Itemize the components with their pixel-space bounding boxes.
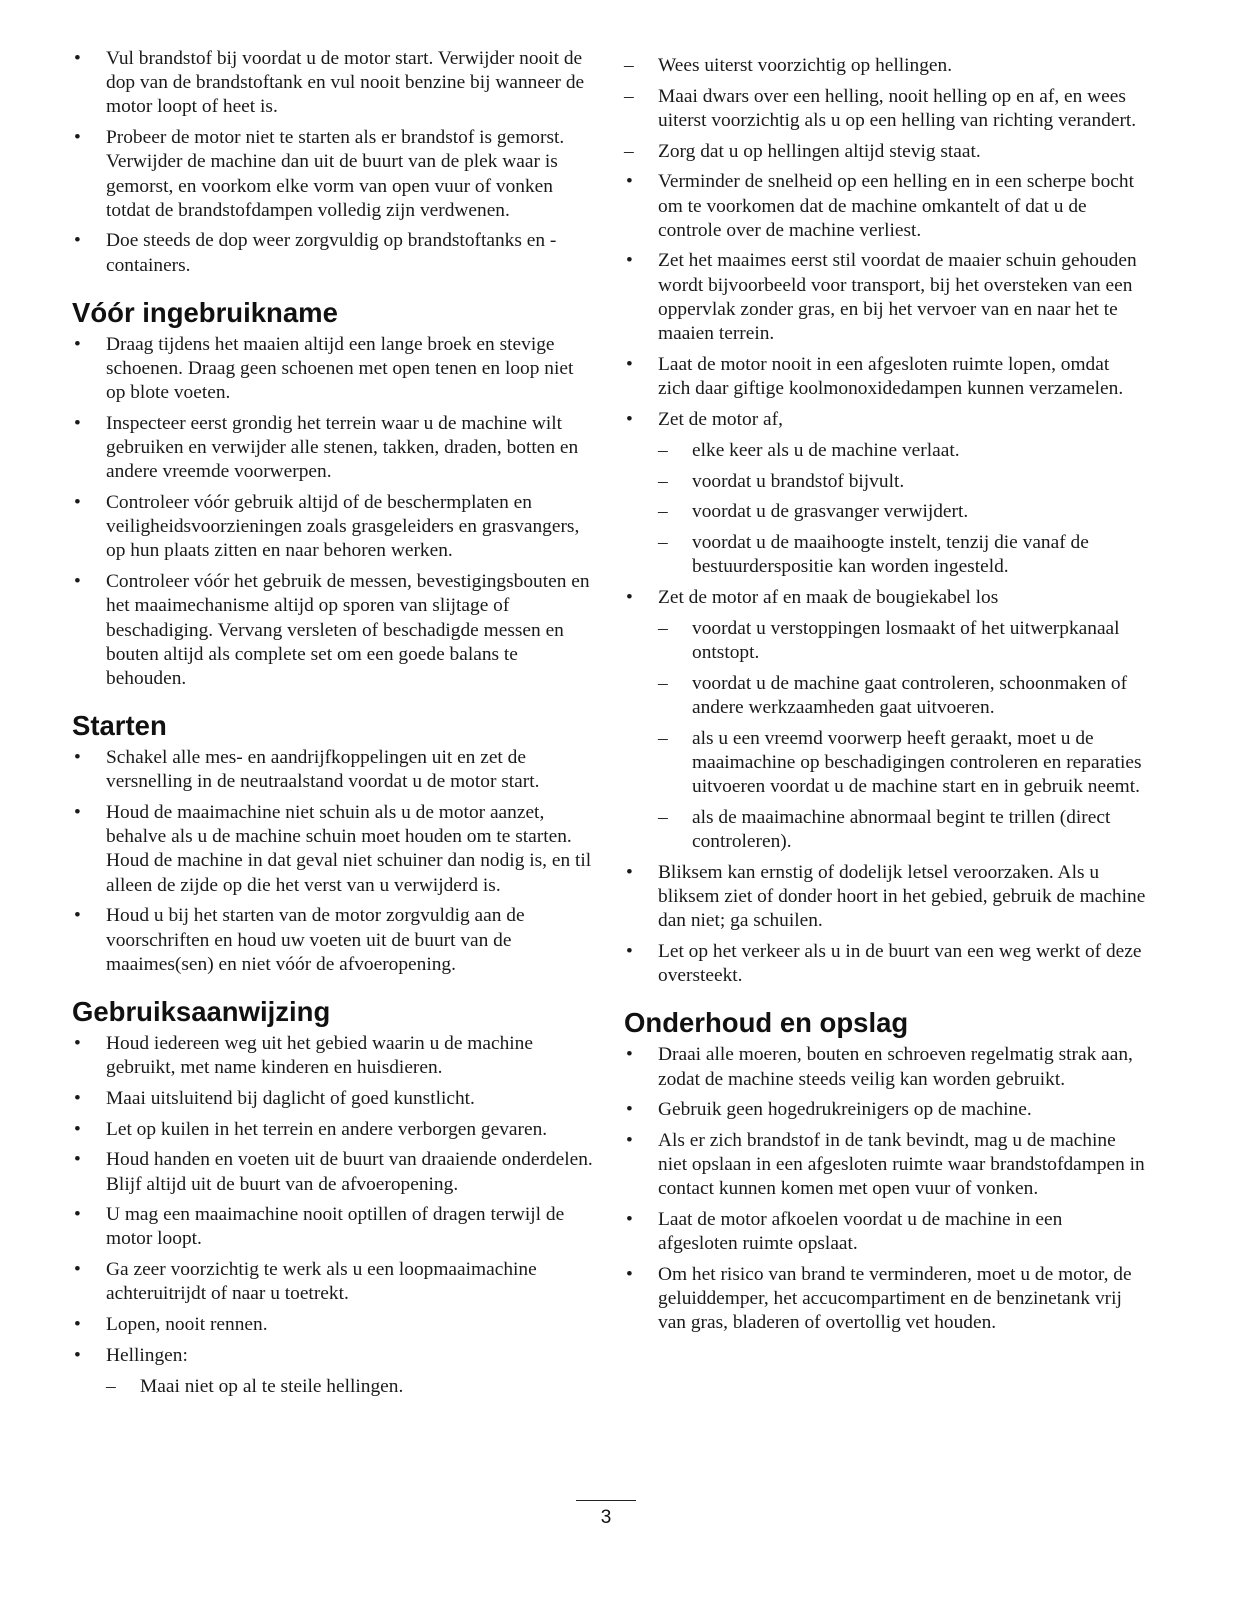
sub-list-item-text: voordat u verstoppingen losmaakt of het uitwerpkanaal ontstopt. (692, 618, 1120, 664)
dash-marker: – (624, 55, 634, 76)
bullet-marker: • (626, 941, 633, 962)
sub-list-item (658, 470, 1146, 494)
sub-list-item (658, 531, 1146, 579)
list-item (72, 1203, 597, 1251)
list-item-text: Draai alle moeren, bouten en schroeven regelmatig strak aan, zodat de machine steeds veilig kan worden gebruikt. (658, 1044, 1133, 1090)
list-item-text: Gebruik geen hogedrukreinigers op de machine. (658, 1099, 1032, 1121)
list-item (624, 1043, 1146, 1091)
list-item-text: Let op het verkeer als u in de buurt van een weg werkt of deze oversteekt. (658, 941, 1142, 987)
bullet-marker: • (74, 1259, 81, 1281)
list-item (72, 229, 597, 277)
list-item (72, 412, 597, 485)
bullet-marker: • (74, 1118, 81, 1140)
list-item (624, 1208, 1146, 1256)
list-item (72, 47, 597, 120)
list-item-text: Inspecteer eerst grondig het terrein waar u de machine wilt gebruiken en verwijder alle stenen, takken, draden, botten en andere vreemde voorwerpen. (106, 412, 579, 483)
list-item-text: Laat de motor nooit in een afgesloten ruimte lopen, omdat zich daar giftige koolmonoxidedampen kunnen verzamelen. (658, 353, 1124, 399)
bullet-marker: • (626, 1130, 633, 1152)
bullet-marker: • (74, 1314, 81, 1336)
list-item-text: Maai uitsluitend bij daglicht of goed kunstlicht. (106, 1087, 475, 1109)
bullet-marker: • (74, 492, 81, 514)
bullet-marker: • (626, 353, 633, 375)
list-item (624, 170, 1146, 243)
bullet-marker: • (626, 408, 633, 430)
list-item (72, 1148, 597, 1196)
sub-list-item-text: elke keer als u de machine verlaat. (692, 439, 960, 461)
section (72, 995, 597, 1399)
bullet-marker: • (74, 1087, 81, 1109)
sub-list-item-text: Wees uiterst voorzichtig op hellingen. (658, 55, 953, 76)
list-item (72, 570, 597, 691)
bullet-marker: • (74, 747, 81, 769)
list-item-text: Probeer de motor niet te starten als er brandstof is gemorst. Verwijder de machine dan uit de buurt van de plek waar is gemorst, en voorkom elke vorm van open vuur of vonken totdat de brandstofdampen volledig zijn verdwenen. (106, 127, 565, 221)
section-heading: Vóór ingebruikname (72, 296, 338, 328)
continued-slope-subitems (624, 54, 1146, 164)
bullet-marker: • (74, 127, 81, 149)
sub-list (624, 439, 1146, 580)
bullet-marker: • (74, 1204, 81, 1226)
section (624, 170, 1146, 988)
list-item (72, 1344, 597, 1399)
list-item (624, 1098, 1146, 1122)
list-item-text: Zet het maaimes eerst stil voordat de maaier schuin gehouden wordt bijvoorbeeld voor transport, bij het oversteken van een oppervlak zonder gras, en bij het vervoer van en naar het te maaien terrein. (658, 250, 1137, 345)
section-heading: Gebruiksaanwijzing (72, 996, 331, 1027)
list-item (72, 1258, 597, 1306)
footer-rule (576, 1500, 636, 1501)
sub-list-item (624, 85, 1146, 133)
list-item-text: Houd iedereen weg uit het gebied waarin u de machine gebruikt, met name kinderen en huisdieren. (106, 1033, 533, 1079)
list-item (624, 408, 1146, 580)
list-item-text: Laat de motor afkoelen voordat u de machine in een afgesloten ruimte opslaat. (658, 1209, 1063, 1255)
bullet-list (624, 1043, 1146, 1335)
page-number: 3 (600, 1507, 612, 1528)
list-item (72, 126, 597, 223)
bullet-marker: • (74, 1149, 81, 1171)
sub-list-item (624, 54, 1146, 78)
section (624, 1006, 1146, 1335)
list-item (624, 940, 1146, 988)
list-item (624, 861, 1146, 934)
bullet-marker: • (74, 802, 81, 824)
section (72, 709, 597, 977)
bullet-marker: • (626, 586, 633, 608)
right-column (624, 47, 1146, 1342)
bullet-marker: • (626, 250, 633, 272)
sub-list-item-text: Zorg dat u op hellingen altijd stevig staat. (658, 140, 981, 162)
bullet-marker: • (626, 1209, 633, 1231)
bullet-list (72, 746, 597, 977)
dash-marker: – (658, 727, 668, 749)
list-item (72, 1118, 597, 1142)
list-item-text: Houd handen en voeten uit de buurt van draaiende onderdelen. Blijf altijd uit de buurt van de afvoeropening. (106, 1149, 593, 1195)
list-item-text: Zet de motor af en maak de bougiekabel los (658, 586, 999, 608)
list-item (624, 249, 1146, 346)
list-item-text: Vul brandstof bij voordat u de motor start. Verwijder nooit de dop van de brandstoftank en vul nooit benzine bij wanneer de motor loopt of heet is. (106, 48, 585, 118)
list-item (624, 1263, 1146, 1336)
sub-list-item-text: Maai niet op al te steile hellingen. (140, 1375, 404, 1397)
dash-marker: – (658, 531, 668, 553)
list-item-text: Controleer vóór gebruik altijd of de beschermplaten en veiligheidsvoorzieningen zoals grasgeleiders en grasvangers, op hun plaats zitten en naar behoren werken. (106, 492, 580, 562)
dash-marker: – (658, 618, 668, 640)
section (72, 296, 597, 691)
list-item (72, 746, 597, 794)
sub-list-item-text: voordat u de maaihoogte instelt, tenzij die vanaf de bestuurderspositie kan worden ingesteld. (692, 531, 1089, 578)
list-item-text: Bliksem kan ernstig of dodelijk letsel veroorzaken. Als u bliksem ziet of donder hoort in het gebied, gebruik de machine dan niet; ga schuilen. (658, 861, 1146, 932)
bullet-list (72, 1032, 597, 1399)
section-heading: Starten (72, 710, 167, 742)
sub-list (72, 1375, 597, 1399)
sub-list-item-text: als u een vreemd voorwerp heeft geraakt, moet u de maaimachine op beschadigingen controleren en reparaties uitvoeren voordat u de machine start en in gebruik neemt. (692, 727, 1142, 798)
section-heading: Onderhoud en opslag (624, 1007, 909, 1039)
sub-list-item-text: voordat u brandstof bijvult. (692, 470, 905, 492)
sub-list-item (624, 140, 1146, 164)
list-item-text: Hellingen: (106, 1344, 188, 1366)
bullet-marker: • (74, 1033, 81, 1054)
dash-marker: – (658, 501, 668, 523)
bullet-list (624, 170, 1146, 988)
bullet-marker: • (74, 230, 81, 252)
list-item (624, 1129, 1146, 1202)
sub-list-item-text: als de maaimachine abnormaal begint te trillen (direct controleren). (692, 806, 1111, 853)
list-item-text: U mag een maaimachine nooit optillen of dragen terwijl de motor loopt. (106, 1204, 565, 1250)
sub-list-item (658, 439, 1146, 463)
dash-marker: – (658, 470, 668, 492)
sub-list-item (658, 672, 1146, 720)
list-item (624, 586, 1146, 855)
list-item-text: Doe steeds de dop weer zorgvuldig op brandstoftanks en -containers. (106, 230, 557, 276)
list-item-text: Ga zeer voorzichtig te werk als u een loopmaaimachine achteruitrijdt of naar u toetrekt. (106, 1259, 537, 1305)
list-item-text: Schakel alle mes- en aandrijfkoppelingen uit en zet de versnelling in de neutraalstand voordat u de motor start. (106, 747, 540, 793)
bullet-marker: • (74, 333, 81, 355)
sub-list-item (658, 727, 1146, 800)
list-item-text: Verminder de snelheid op een helling en in een scherpe bocht om te voorkomen dat de machine omkantelt of dat u de controle over de machine verliest. (658, 171, 1134, 241)
dash-marker: – (106, 1375, 116, 1397)
list-item (72, 1313, 597, 1337)
sub-list-item (106, 1375, 597, 1399)
page-footer (576, 1500, 636, 1529)
left-column (72, 47, 597, 1406)
list-item (72, 801, 597, 898)
list-item-text: Controleer vóór het gebruik de messen, bevestigingsbouten en het maaimechanisme altijd op sporen van slijtage of beschadiging. Vervang versleten of beschadigde messen en bouten altijd als complete set om een goede balans te behouden. (106, 571, 590, 689)
list-item-text: Lopen, nooit rennen. (106, 1314, 268, 1336)
bullet-marker: • (626, 1099, 633, 1121)
bullet-marker: • (74, 48, 81, 69)
list-item-text: Zet de motor af, (658, 408, 783, 430)
sub-list-item-text: voordat u de grasvanger verwijdert. (692, 501, 969, 523)
sub-list-item (658, 617, 1146, 665)
dash-marker: – (658, 439, 668, 461)
dash-marker: – (658, 672, 668, 694)
sub-list (624, 617, 1146, 854)
dash-marker: – (658, 806, 668, 828)
list-item (72, 333, 597, 406)
bullet-marker: • (626, 1044, 633, 1066)
dash-marker: – (624, 85, 634, 107)
bullet-marker: • (626, 1264, 633, 1286)
bullet-marker: • (74, 571, 81, 593)
bullet-marker: • (74, 905, 81, 927)
bullet-marker: • (74, 412, 81, 434)
sub-list-item-text: voordat u de machine gaat controleren, schoonmaken of andere werkzaamheden gaat uitvoeren. (692, 672, 1128, 719)
list-item-text: Houd u bij het starten van de motor zorgvuldig aan de voorschriften en houd uw voeten uit de buurt van de maaimes(sen) en niet vóór de afvoeropening. (106, 905, 525, 975)
dash-marker: – (624, 140, 634, 162)
bullet-marker: • (626, 171, 633, 193)
section (72, 47, 597, 278)
list-item (72, 904, 597, 977)
bullet-list (72, 47, 597, 278)
sub-list-item-text: Maai dwars over een helling, nooit helling op en af, en wees uiterst voorzichtig als u op een helling van richting verandert. (658, 85, 1137, 131)
list-item (72, 1032, 597, 1080)
list-item (72, 491, 597, 564)
list-item-text: Let op kuilen in het terrein en andere verborgen gevaren. (106, 1118, 548, 1140)
list-item (624, 353, 1146, 401)
bullet-marker: • (74, 1344, 81, 1366)
list-item (72, 1087, 597, 1111)
list-item-text: Draag tijdens het maaien altijd een lange broek en stevige schoenen. Draag geen schoenen met open tenen en loop niet op blote voeten. (106, 333, 574, 404)
sub-list-item (658, 500, 1146, 524)
bullet-marker: • (626, 861, 633, 883)
bullet-list (72, 333, 597, 691)
list-item-text: Houd de maaimachine niet schuin als u de motor aanzet, behalve als u de machine schuin moet houden om te starten. Houd de machine in dat geval niet schuiner dan nodig is, en til alleen de zijde op die het verst van u verwijderd is. (106, 802, 592, 896)
list-item-text: Als er zich brandstof in de tank bevindt, mag u de machine niet opslaan in een afgesloten ruimte waar brandstofdampen in contact kunnen komen met open vuur of vonken. (658, 1130, 1145, 1200)
list-item-text: Om het risico van brand te verminderen, moet u de motor, de geluiddemper, het accucompartiment en de benzinetank vrij van gras, bladeren of overtollig vet houden. (658, 1264, 1132, 1334)
sub-list-item (658, 806, 1146, 854)
